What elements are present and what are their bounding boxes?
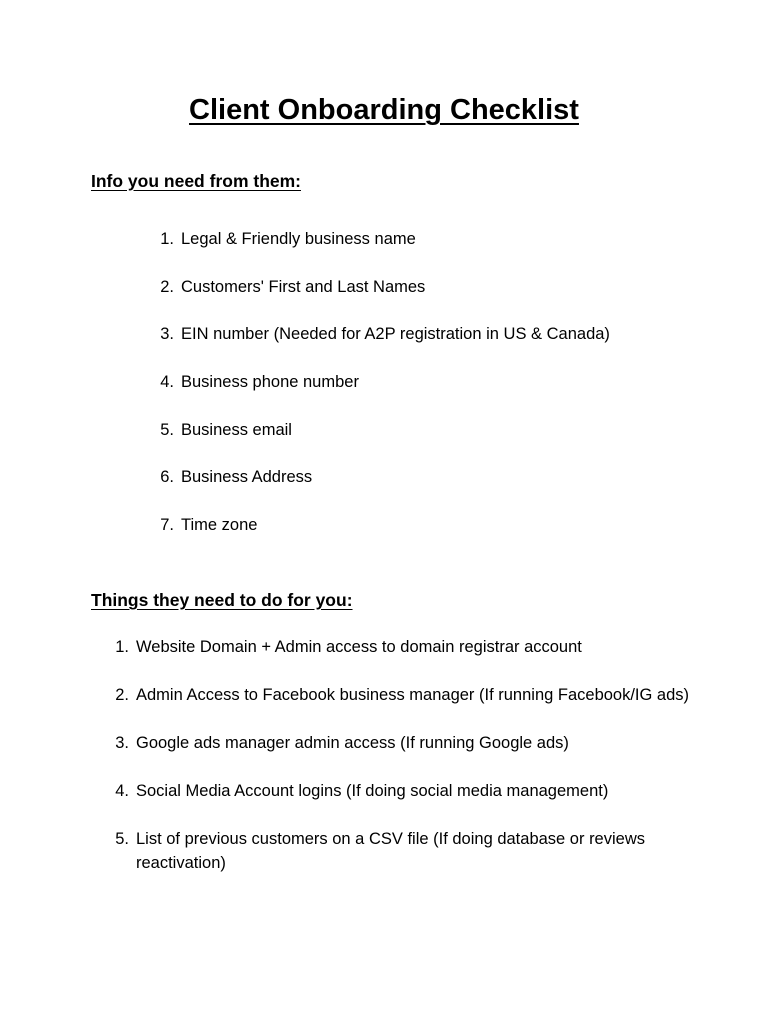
list-item-text: Business Address: [181, 468, 313, 487]
list-item-number: 4.: [115, 782, 129, 800]
list-item-number: 5.: [160, 420, 174, 439]
list-item-text: List of previous customers on a CSV file (If doing database or reviews reactivation): [136, 830, 645, 872]
list-item: [103, 683, 693, 707]
list-item-number: 5.: [115, 830, 129, 848]
list-item-text: Legal & Friendly business name: [181, 230, 416, 248]
info-checklist: [148, 227, 708, 561]
list-item-text: Customers' First and Last Names: [181, 277, 426, 296]
list-item: [148, 513, 708, 537]
list-item: [103, 731, 693, 755]
list-item-number: 2.: [160, 277, 174, 296]
list-item-number: 3.: [115, 734, 129, 752]
list-item-number: 7.: [160, 516, 174, 535]
list-item-number: 3.: [160, 325, 174, 344]
list-item-text: Business phone number: [181, 373, 359, 392]
section-heading-things: Things they need to do for you:: [91, 590, 353, 610]
list-item-text: Website Domain + Admin access to domain registrar account: [136, 638, 582, 656]
list-item-text: Business email: [181, 420, 292, 439]
list-item-text: Admin Access to Facebook business manager (If running Facebook/IG ads): [136, 686, 690, 704]
list-item: [148, 227, 708, 251]
list-item: [148, 418, 708, 442]
list-item: [103, 827, 693, 875]
list-item: [148, 322, 708, 346]
list-item: [148, 370, 708, 394]
things-checklist: [103, 635, 693, 899]
list-item-text: EIN number (Needed for A2P registration in US & Canada): [181, 325, 610, 344]
list-item-number: 1.: [115, 638, 129, 656]
list-item-text: Time zone: [181, 516, 258, 535]
list-item: [103, 635, 693, 659]
list-item-number: 4.: [160, 373, 174, 392]
list-item: [148, 465, 708, 489]
list-item: [148, 275, 708, 299]
list-item-text: Social Media Account logins (If doing social media management): [136, 782, 609, 800]
list-item-number: 6.: [160, 468, 174, 487]
section-heading-info: Info you need from them:: [91, 171, 301, 191]
list-item-text: Google ads manager admin access (If running Google ads): [136, 734, 569, 752]
list-item: [103, 779, 693, 803]
list-item-number: 1.: [160, 230, 174, 248]
list-item-number: 2.: [115, 686, 129, 704]
page-title: Client Onboarding Checklist: [189, 94, 579, 126]
